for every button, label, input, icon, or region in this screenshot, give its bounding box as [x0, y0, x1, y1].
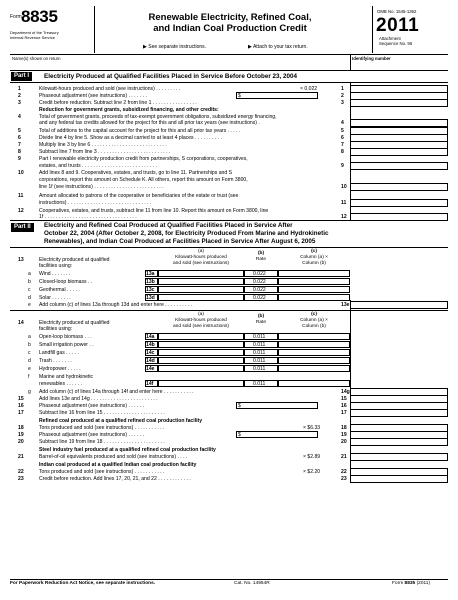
phaseout-input-box[interactable]	[236, 402, 318, 409]
identifying-number-field[interactable]	[351, 62, 448, 70]
line-text: Total of government grants, proceeds of tax-exempt government obligations, subsidized energy financing,	[39, 114, 277, 120]
line-multiplier: $	[238, 432, 241, 438]
part2-title-line-1: Electricity and Refined Coal Produced at Qualified Facilities Placed in Service After	[44, 222, 293, 229]
line-13-letter: b	[28, 278, 31, 285]
line-13e-amount[interactable]	[350, 301, 448, 309]
line-14f-kwh-field[interactable]	[158, 380, 244, 387]
part1-title: Electricity Produced at Qualified Facilities Placed in Service Before October 23, 2004	[44, 73, 298, 80]
part1-title-rule	[10, 82, 448, 83]
line-number: 20	[18, 439, 24, 445]
line-text: Subtract line 16 from line 15 . . . . . . . . . . . . . . . . . . . . . .	[39, 410, 165, 416]
omb-number: OMB No. 1545-1362	[377, 9, 417, 14]
line-text: Add column (c) of lines 14a through 14f and enter here . . . . . . . . . . .	[39, 389, 194, 395]
amount-field[interactable]	[350, 453, 448, 461]
line-14-row-kwh-field[interactable]	[158, 333, 244, 340]
amount-field[interactable]	[350, 438, 448, 446]
line-multiplier: × $2.20	[303, 469, 321, 475]
line-text: corporations, report this amount on Schedule K. All others, report this amount on Form 3800,	[39, 177, 248, 183]
line-13-item: Solar . . . . . . .	[39, 294, 71, 301]
line-number: 22	[18, 469, 24, 475]
line-ref: 1	[341, 86, 344, 92]
line-number: 4	[18, 114, 21, 120]
amount-field[interactable]	[350, 99, 448, 107]
line-14-row-rate: 0.011	[253, 341, 266, 348]
line-ref: 12	[341, 214, 347, 220]
line-13-letter: c	[28, 286, 31, 293]
line-text: Refined coal produced at a qualified refined coal production facility	[39, 418, 203, 424]
line-ref: 23	[341, 476, 347, 482]
line-13-row-product-field[interactable]	[278, 278, 350, 285]
part1-column-rule	[350, 82, 351, 220]
line-text: Divide line 4 by line 5. Show as a decimal carried to at least 4 places . . . . . . . . . .	[39, 135, 222, 141]
line-number: 2	[18, 93, 21, 99]
line-14f-box-ref: 14f	[146, 380, 154, 387]
line-number: 18	[18, 425, 24, 431]
line-14-letter: c	[28, 349, 31, 356]
line-text: Kilowatt-hours produced and sold (see instructions) . . . . . . . . .	[39, 86, 181, 92]
line-ref: 21	[341, 454, 347, 460]
line-text: Add lines 8 and 9. Cooperatives, estates, and trusts, go to line 11. Partnerships and S	[39, 170, 233, 176]
header-divider-right	[372, 6, 373, 53]
line-14-letter: b	[28, 341, 31, 348]
line-text: Subtract line 7 from line 3 . . . . . . . . . . . . . . . . . . . . . . . . . .	[39, 149, 171, 155]
line-14-row-rate: 0.011	[253, 333, 266, 340]
line-text: Credit before reduction. Add lines 17, 20, 21, and 22 . . . . . . . . . . . .	[39, 476, 191, 482]
line-14f-text-2: renewables . . . . . .	[39, 381, 83, 387]
department-label	[10, 30, 59, 40]
tax-year: 2011	[376, 15, 420, 36]
line-number: 23	[18, 476, 24, 482]
line-13-row-product-field[interactable]	[278, 294, 350, 301]
amount-field[interactable]	[350, 162, 448, 170]
l13-col-c-text-1: Column (a) ×	[300, 255, 328, 260]
line-number: 21	[18, 454, 24, 460]
line-ref: 20	[341, 439, 347, 445]
attach-note: ▶ Attach to your tax return.	[248, 44, 308, 50]
line-13-row-box-ref: 13a	[146, 270, 155, 277]
line-14-row-kwh-field[interactable]	[158, 349, 244, 356]
line-13-letter: d	[28, 294, 31, 301]
line-14f-product-field[interactable]	[278, 380, 350, 387]
line-text: Tons produced and sold (see instructions) . . . . . . . . . . .	[39, 469, 165, 475]
amount-field[interactable]	[350, 199, 448, 207]
l13-col-a-text-1: Kilowatt-hours produced	[175, 255, 227, 260]
line-multiplier: × $6.33	[303, 425, 321, 431]
amount-field[interactable]	[350, 148, 448, 156]
id-label: Identifying number	[352, 56, 391, 61]
line-14-item: Open-loop biomass . . .	[39, 333, 92, 340]
line-ref: 2	[341, 93, 344, 99]
line-text: Tons produced and sold (see instructions) . . . . . . . . . . .	[39, 425, 165, 431]
name-label: Name(s) shown on return	[12, 56, 61, 61]
line-14-item: Landfill gas . . . . .	[39, 349, 79, 356]
line-multiplier: × 0.022	[300, 86, 318, 92]
part2-title-rule	[10, 247, 448, 248]
line-ref: 16	[341, 403, 347, 409]
line-14-row-rate: 0.011	[253, 349, 266, 356]
line-13-row-rate: 0.022	[253, 278, 266, 285]
line-14-row-box-ref: 14b	[146, 341, 155, 348]
l13-col-b-text: Rate	[255, 257, 267, 262]
line-13-row-product-field[interactable]	[278, 270, 350, 277]
form-title	[125, 12, 335, 34]
phaseout-input-box[interactable]	[236, 431, 318, 438]
line-text: Total of additions to the capital account for the project for this and all prior tax years . . . . .	[39, 128, 241, 134]
line-text: Subtract line 19 from line 18 . . . . . . . . . . . . . . . . . . . . . .	[39, 439, 165, 445]
line-ref: 22	[341, 469, 347, 475]
line-13-item: Geothermal . . . . .	[39, 286, 80, 293]
line-13-text-2: facilities using:	[39, 263, 73, 269]
line-13e-ref: 13e	[341, 302, 350, 308]
line-14-item: Trash . . . . . . .	[39, 357, 72, 364]
attachment-line-2: Sequence No. 95	[379, 41, 413, 46]
l13-col-a-letter: (a)	[198, 249, 204, 254]
line-text: Amount allocated to patrons of the cooperative or beneficiaries of the estate or trust (see	[39, 193, 239, 199]
part1-bottom-rule	[10, 220, 448, 221]
line-13-row-box-ref: 13d	[146, 294, 155, 301]
line-14-row-product-field[interactable]	[278, 349, 350, 356]
line-14-letter: d	[28, 357, 31, 364]
line-14-row-product-field[interactable]	[278, 357, 350, 364]
line-text: Part I renewable electricity production credit from partnerships, S corporations, cooperatives,	[39, 156, 248, 162]
line-text: Barrel-of-oil equivalents produced and sold (see instructions) . . . .	[39, 454, 188, 460]
line-number: 15	[18, 396, 24, 402]
line-13-text-1: Electricity produced at qualified	[39, 257, 110, 263]
line-text: line 1f (see instructions) . . . . . . . . . . . . . . . . . . . . . . . . .	[39, 184, 164, 190]
line-14-item: Small irrigation power . .	[39, 341, 94, 348]
line-ref: 9	[341, 163, 344, 169]
amount-field[interactable]	[350, 475, 448, 483]
line-14-item: Hydropower . . . . .	[39, 365, 81, 372]
l14-col-b-letter: (b)	[257, 314, 265, 319]
line-text: Phaseout adjustment (see instructions) . . . . . .	[39, 432, 145, 438]
line-14-row-kwh-field[interactable]	[158, 341, 244, 348]
line-text: instructions) . . . . . . . . . . . . . . . . . . . . . . . . . . . . . .	[39, 200, 152, 206]
line-14-row-kwh-field[interactable]	[158, 365, 244, 372]
line-number: 6	[18, 135, 21, 141]
line-ref: 15	[341, 396, 347, 402]
phaseout-input-box[interactable]	[236, 92, 318, 99]
line-13-row-rate: 0.022	[253, 294, 266, 301]
header-divider-left	[94, 6, 95, 53]
title-line-2: and Indian Coal Production Credit	[153, 23, 307, 34]
name-field[interactable]	[10, 54, 350, 70]
line-number: 12	[18, 208, 24, 214]
line-number: 10	[18, 170, 24, 176]
line-14f-text-1: Marine and hydrokinetic	[39, 374, 94, 380]
line-number: 16	[18, 403, 24, 409]
part2-tag: Part II	[11, 223, 34, 232]
line-text: 1f . . . . . . . . . . . . . . . . . . . . . . . . . . . . . . . . .	[39, 214, 137, 220]
line-13-row-kwh-field[interactable]	[158, 294, 244, 301]
footer-form-label: Form	[392, 581, 404, 586]
l14-col-b-text: Rate	[255, 320, 267, 325]
line-number: 8	[18, 149, 21, 155]
l13-col-b-letter: (b)	[257, 251, 265, 256]
line-13e-text: Add column (c) of lines 13a through 13d and enter here . . . . . . . . . .	[39, 302, 193, 308]
line-13-letter: a	[28, 270, 31, 277]
title-line-1: Renewable Electricity, Refined Coal,	[148, 12, 312, 23]
line-14-row-kwh-field[interactable]	[158, 357, 244, 364]
line-ref: 11	[341, 200, 347, 206]
line-multiplier: × $2.89	[303, 454, 321, 460]
line-14-letter: e	[28, 365, 31, 372]
line-text: Reduction for government grants, subsidized financing, and other credits:	[39, 107, 219, 113]
l13-col-c-letter: (c)	[311, 249, 317, 254]
line-14-text-1: Electricity produced at qualified	[39, 320, 110, 326]
line-text: and any federal tax credits allowed for the project for this and all prior tax years (see instructions) .	[39, 120, 260, 126]
line-number: 7	[18, 142, 21, 148]
line-text: Phaseout adjustment (see instructions) . . . . . . .	[39, 93, 147, 99]
line-13-row-kwh-field[interactable]	[158, 278, 244, 285]
line-14-row-rate: 0.011	[253, 365, 266, 372]
line-multiplier: $	[238, 93, 241, 99]
line-number: 11	[18, 193, 24, 199]
l14-col-a-text-2: and sold (see instructions)	[173, 324, 229, 329]
footer-form-id	[392, 581, 430, 586]
form-number: 8835	[21, 7, 58, 26]
line-13-row-kwh-field[interactable]	[158, 270, 244, 277]
line-13-item: Wind . . . . . . .	[39, 270, 71, 277]
footer-form-number: 8835	[404, 581, 416, 586]
dept-line-2: Internal Revenue Service	[10, 35, 55, 40]
line-number: 3	[18, 100, 21, 106]
line-14-row-product-field[interactable]	[278, 365, 350, 372]
l14-col-a-letter: (a)	[198, 312, 204, 317]
line-14-row-box-ref: 14a	[146, 333, 155, 340]
line-ref: 8	[341, 149, 344, 155]
line-ref: 10	[341, 184, 347, 190]
line-13e-letter: e	[28, 302, 31, 308]
l13-col-a-text-2: and sold (see instructions)	[173, 261, 229, 266]
line-text: Cooperatives, estates, and trusts, subtract line 11 from line 10. Report this amount on Form 3800, line	[39, 208, 269, 214]
line-number: 1	[18, 86, 21, 92]
part2-title-line-2: October 22, 2004 (After October 2, 2008, for Electricity Produced From Marine and Hydrokinetic	[44, 230, 329, 237]
line-text: Multiply line 3 by line 6 . . . . . . . . . . . . . . . . . . . . . . . . . . .	[39, 142, 167, 148]
amount-field[interactable]	[350, 183, 448, 191]
line-14-row-rate: 0.011	[253, 357, 266, 364]
see-instructions-note: ▶ See separate instructions.	[143, 44, 207, 50]
line-number: 19	[18, 432, 24, 438]
line-multiplier: $	[238, 403, 241, 409]
l14-col-c-text-1: Column (a) ×	[300, 318, 328, 323]
line-14-number: 14	[18, 320, 24, 326]
line-ref: 19	[341, 432, 347, 438]
line-ref: 14g	[341, 389, 350, 395]
l13-col-c-text-2: Column (b)	[302, 261, 326, 266]
l14-col-a-text-1: Kilowatt-hours produced	[175, 318, 227, 323]
line-number: 17	[18, 410, 24, 416]
line-ref: 17	[341, 410, 347, 416]
form-label: Form	[10, 14, 22, 20]
line-14-letter: a	[28, 333, 31, 340]
paperwork-notice: For Paperwork Reduction Act Notice, see separate instructions.	[10, 581, 156, 586]
part1-tag: Part I	[11, 72, 32, 81]
line-13-row-rate: 0.022	[253, 270, 266, 277]
line-14-row-box-ref: 14d	[146, 357, 155, 364]
line-text: Steel industry fuel produced at a qualified refined coal production facility	[39, 447, 216, 453]
line-text: Phaseout adjustment (see instructions) . . . . . .	[39, 403, 145, 409]
line-13-bottom-rule	[10, 310, 448, 311]
line-number: 5	[18, 128, 21, 134]
line-14-row-box-ref: 14c	[146, 349, 155, 356]
line-14-row-product-field[interactable]	[278, 341, 350, 348]
attachment-sequence	[379, 36, 412, 46]
name-row-bottom-rule	[10, 70, 448, 71]
line-13-row-box-ref: 13b	[146, 278, 155, 285]
line-ref: 7	[341, 142, 344, 148]
line-number: 9	[18, 156, 21, 162]
line-ref: 6	[341, 135, 344, 141]
line-13-number: 13	[18, 257, 24, 263]
line-ref: 4	[341, 120, 344, 126]
line-14-row-box-ref: 14e	[146, 365, 155, 372]
line-letter: g	[28, 389, 31, 395]
line-14-text-2: facilities using:	[39, 326, 73, 332]
l14-col-c-text-2: Column (b)	[302, 324, 326, 329]
footer-form-year: (2011)	[416, 581, 431, 586]
line-text: Add lines 13e and 14g . . . . . . . . . . . . . . . . . . . . . . . .	[39, 396, 158, 402]
attachment-line-1: Attachment	[379, 36, 401, 41]
line-13-row-product-field[interactable]	[278, 286, 350, 293]
line-ref: 18	[341, 425, 347, 431]
amount-field[interactable]	[350, 119, 448, 127]
line-13-row-kwh-field[interactable]	[158, 286, 244, 293]
line-ref: 3	[341, 100, 344, 106]
line-13-item: Closed-loop biomass . .	[39, 278, 93, 285]
line-14f-letter: f	[28, 374, 30, 380]
catalog-number: Cat. No. 14954R	[234, 581, 270, 586]
part2-title-line-3: Renewables), and Indian Coal Produced at Facilities Placed in Service After August 6, 2005	[44, 238, 316, 245]
line-text: Indian coal produced at a qualified Indian coal production facility	[39, 462, 197, 468]
line-14f-rate: 0.011	[253, 380, 266, 387]
amount-field[interactable]	[350, 409, 448, 417]
part2-column-rule	[350, 300, 351, 483]
line-text: estates, and trusts . . . . . . . . . . . . . . . . . . . . . . . . . . .	[39, 163, 158, 169]
line-ref: 5	[341, 128, 344, 134]
line-text: Credit before reduction. Subtract line 2 from line 1 . . . . . . . . . . . . . . . .	[39, 100, 197, 106]
line-13-row-rate: 0.022	[253, 286, 266, 293]
l14-col-c-letter: (c)	[311, 312, 317, 317]
dept-line-1: Department of the Treasury	[10, 30, 59, 35]
line-14-row-product-field[interactable]	[278, 333, 350, 340]
line-13-row-box-ref: 13c	[146, 286, 155, 293]
